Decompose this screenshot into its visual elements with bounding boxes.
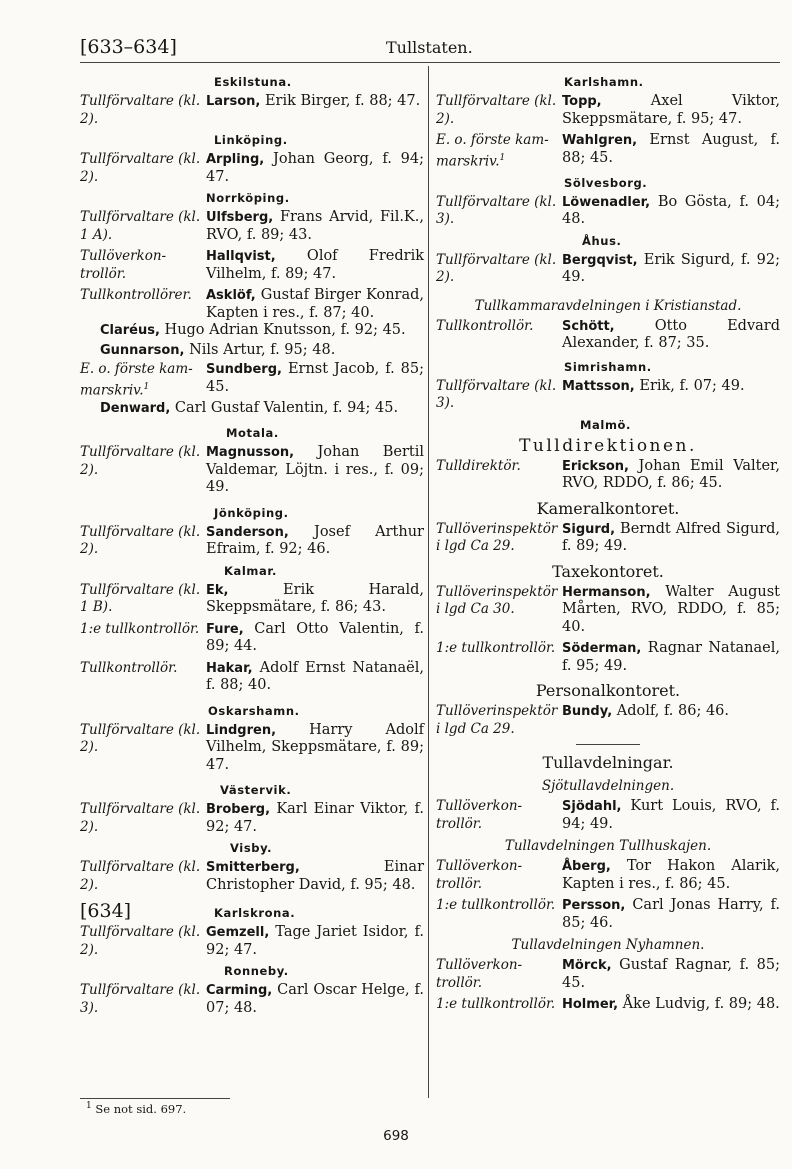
- page-range: [633–634]: [80, 36, 177, 58]
- list-item: [80, 524, 424, 559]
- official-details: Josef Arthur Efraim, f. 92; 46.: [206, 523, 424, 557]
- official-name: Sundberg,: [206, 362, 282, 377]
- official-details: Carl Gustaf Valentin, f. 94; 45.: [170, 399, 399, 416]
- official-title: Tullförvaltare (kl. 2).: [80, 859, 201, 893]
- list-item: [80, 444, 424, 497]
- list-item: [436, 252, 780, 287]
- place-heading: Malmö.: [580, 417, 631, 432]
- official-name: Sigurd,: [562, 521, 616, 537]
- official-details: Nils Artur, f. 95; 48.: [184, 341, 336, 358]
- official-details: Carl Jonas Harry, f. 85; 46.: [562, 897, 780, 931]
- official-title: Tullförvaltare (kl. 2).: [80, 444, 201, 478]
- official-title: Tullkontrollör.: [436, 317, 534, 334]
- official-name: Holmer,: [562, 997, 619, 1012]
- official-title: Tullöverinspektör i lgd Ca 29.: [436, 520, 558, 554]
- official-name: Mattsson,: [562, 378, 635, 394]
- official-title: Tullöverkon-trollör.: [436, 798, 523, 832]
- official-details: Erik, f. 07; 49.: [634, 377, 745, 394]
- place-heading: Oskarshamn.: [208, 703, 300, 718]
- official-title: Tullförvaltare (kl. 2).: [80, 801, 201, 835]
- official-title: E. o. förste kam-marskriv.$^1$: [436, 132, 549, 169]
- footnote-text: Se not sid. 697.: [91, 1101, 187, 1116]
- section-divider: [576, 744, 640, 745]
- official-title: Tullförvaltare (kl. 1 B).: [80, 581, 201, 615]
- list-item: [80, 322, 424, 340]
- official-title: Tullöverinspektör i lgd Ca 30.: [436, 583, 558, 617]
- place-heading: Sölvesborg.: [564, 175, 648, 190]
- official-title: Tullförvaltare (kl. 3).: [436, 377, 557, 411]
- official-details: Carl Otto Valentin, f. 89; 44.: [206, 620, 424, 654]
- official-name: Gemzell,: [206, 925, 270, 940]
- place-heading: Jönköping.: [214, 505, 289, 520]
- official-details: Hugo Adrian Knutsson, f. 92; 45.: [159, 322, 406, 338]
- section-heading: Tulldirektionen.: [519, 435, 697, 456]
- subsection-heading: Tullavdelningen Tullhuskajen.: [504, 838, 712, 854]
- place-heading: Visby.: [230, 841, 273, 855]
- official-name: Wahlgren,: [562, 133, 638, 148]
- list-item: [436, 132, 780, 171]
- list-item: [80, 982, 424, 1017]
- place-heading: Västervik.: [220, 783, 292, 797]
- official-details: Adolf, f. 86; 46.: [612, 703, 730, 719]
- official-name: Topp,: [562, 94, 602, 109]
- place-heading: Linköping.: [214, 133, 288, 147]
- official-name: Ulfsberg,: [206, 210, 274, 225]
- list-item: [436, 521, 780, 556]
- official-details: Erik Birger, f. 88; 47.: [260, 93, 421, 109]
- left-column: [80, 70, 424, 1021]
- place-heading: Karlshamn.: [564, 75, 644, 89]
- list-item: [80, 582, 424, 617]
- official-title: 1:e tullkontrollör.: [80, 620, 200, 637]
- page-reference: [634]: [80, 900, 132, 922]
- list-item: [80, 924, 424, 959]
- official-details: Erik Harald, Skeppsmätare, f. 86; 43.: [206, 581, 424, 615]
- place-heading: Simrishamn.: [564, 359, 652, 374]
- official-details: Otto Edvard Alexander, f. 87; 35.: [562, 317, 780, 351]
- official-title: Tullförvaltare (kl. 3).: [80, 982, 201, 1016]
- official-name: Erickson,: [562, 458, 629, 474]
- official-name: Larson,: [206, 94, 261, 109]
- official-title: E. o. förste kam-marskriv.$^1$: [80, 361, 193, 398]
- official-name: Bergqvist,: [562, 252, 638, 268]
- official-title: Tullöverinspektör i lgd Ca 29.: [436, 703, 558, 737]
- official-details: Axel Viktor, Skeppsmätare, f. 95; 47.: [562, 93, 780, 127]
- list-item: [436, 93, 780, 128]
- list-item: [436, 703, 780, 738]
- list-item: [436, 996, 780, 1014]
- official-title: Tullförvaltare (kl. 2).: [436, 251, 557, 285]
- official-title: Tullförvaltare (kl. 2).: [80, 151, 201, 185]
- official-details: Adolf Ernst Natanaël, f. 88; 40.: [206, 659, 424, 693]
- subsection-heading: Tullkammaravdelningen i Kristianstad.: [474, 297, 742, 314]
- official-name: Fure,: [206, 621, 244, 637]
- section-heading: Taxekontoret.: [552, 561, 664, 581]
- official-title: Tullkontrollör.: [80, 659, 178, 676]
- list-item: [80, 287, 424, 322]
- place-heading: Karlskrona.: [214, 906, 296, 920]
- official-details: Carl Oscar Helge, f. 07; 48.: [206, 982, 424, 1016]
- official-name: Persson,: [562, 898, 626, 913]
- official-details: Karl Einar Viktor, f. 92; 47.: [206, 801, 424, 835]
- official-title: Tullförvaltare (kl. 2).: [80, 523, 201, 557]
- subsection-heading: Sjötullavdelningen.: [541, 778, 675, 794]
- list-item: [436, 378, 780, 413]
- footnote-marker: 1: [86, 1101, 92, 1111]
- official-name: Arpling,: [206, 152, 265, 167]
- list-item: [436, 957, 780, 992]
- list-item: [80, 209, 424, 244]
- list-item: [436, 798, 780, 833]
- page-number: 698: [383, 1128, 409, 1144]
- official-details: Erik Sigurd, f. 92; 49.: [562, 251, 780, 285]
- list-item: [436, 458, 780, 493]
- list-item: [80, 342, 424, 360]
- official-name: Magnusson,: [206, 445, 295, 460]
- official-details: Einar Christopher David, f. 95; 48.: [206, 859, 424, 893]
- official-details: Olof Fredrik Vilhelm, f. 89; 47.: [206, 248, 424, 282]
- list-item: [80, 660, 424, 695]
- official-title: Tullöverkon-trollör.: [436, 858, 523, 892]
- official-name: Hermanson,: [562, 584, 651, 600]
- official-name: Sanderson,: [206, 524, 289, 540]
- footnote-marker: 1: [499, 152, 506, 163]
- official-title: Tullförvaltare (kl. 1 A).: [80, 209, 201, 243]
- footnote-rule: [80, 1098, 230, 1099]
- official-details: Johan Emil Valter, RVO, RDDO, f. 86; 45.: [562, 457, 780, 491]
- section-heading: Tullavdelningar.: [542, 753, 674, 772]
- footnote: [86, 1101, 186, 1116]
- place-heading: Kalmar.: [224, 563, 277, 578]
- official-name: Mörck,: [562, 958, 612, 973]
- place-heading: Norrköping.: [206, 191, 290, 205]
- official-name: Hallqvist,: [206, 249, 276, 264]
- official-title: 1:e tullkontrollör.: [436, 640, 556, 656]
- official-name: Broberg,: [206, 802, 271, 817]
- list-item: [80, 722, 424, 775]
- list-item: [80, 151, 424, 186]
- official-details: Bo Gösta, f. 04; 48.: [562, 193, 780, 227]
- official-name: Söderman,: [562, 641, 642, 656]
- list-item: [80, 621, 424, 656]
- list-item: [436, 194, 780, 229]
- place-heading: Motala.: [226, 426, 279, 440]
- official-name: Denward,: [100, 400, 171, 416]
- official-name: Claréus,: [100, 323, 160, 338]
- official-details: Åke Ludvig, f. 89; 48.: [618, 996, 780, 1012]
- official-title: Tullförvaltare (kl. 3).: [436, 193, 557, 227]
- header-rule: [80, 62, 780, 63]
- official-title: Tullförvaltare (kl. 2).: [80, 721, 201, 755]
- list-item: [436, 318, 780, 353]
- official-name: Bundy,: [562, 704, 613, 719]
- list-item: [436, 897, 780, 932]
- place-heading: Åhus.: [582, 233, 622, 248]
- right-column: [436, 70, 780, 1018]
- official-details: Berndt Alfred Sigurd, f. 89; 49.: [562, 520, 780, 554]
- official-title: Tullkontrollörer.: [80, 287, 192, 303]
- official-details: Kurt Louis, RVO, f. 94; 49.: [562, 798, 780, 832]
- list-item: [436, 640, 780, 675]
- section-heading: Kameralkontoret.: [536, 498, 680, 518]
- official-name: Lindgren,: [206, 722, 277, 738]
- official-title: Tullförvaltare (kl. 2).: [80, 924, 201, 958]
- official-details: Ragnar Natanael, f. 95; 49.: [562, 640, 780, 674]
- official-name: Carming,: [206, 983, 273, 998]
- place-heading: Ronneby.: [224, 964, 289, 978]
- official-title: Tullförvaltare (kl. 2).: [436, 93, 557, 127]
- official-title: Tullöverkon-trollör.: [436, 957, 523, 991]
- official-details: Harry Adolf Vilhelm, Skeppsmätare, f. 89; 47.: [206, 721, 424, 773]
- official-name: Sjödahl,: [562, 799, 622, 814]
- list-item: [80, 801, 424, 836]
- official-title: Tulldirektör.: [436, 457, 521, 474]
- official-name: Åberg,: [562, 859, 611, 874]
- list-item: [80, 93, 424, 128]
- official-details: Ernst August, f. 88; 45.: [562, 132, 780, 166]
- list-item: [80, 400, 424, 418]
- official-name: Hakar,: [206, 660, 253, 676]
- official-name: Löwenadler,: [562, 194, 651, 210]
- list-item: [80, 361, 424, 400]
- official-details: Tor Hakon Alarik, Kapten i res., f. 86; 45.: [562, 858, 780, 892]
- official-title: Tullöverkon-trollör.: [80, 248, 167, 282]
- official-details: Johan Georg, f. 94; 47.: [206, 151, 424, 185]
- official-name: Gunnarson,: [100, 342, 185, 358]
- official-details: Tage Jariet Isidor, f. 92; 47.: [206, 924, 424, 958]
- page-break-marker: [80, 900, 424, 922]
- official-details: Frans Arvid, Fil.K., RVO, f. 89; 43.: [206, 209, 424, 243]
- section-heading: Personalkontoret.: [535, 681, 681, 700]
- official-name: Smitterberg,: [206, 860, 300, 875]
- official-details: Johan Bertil Valdemar, Löjtn. i res., f. 09; 49.: [206, 444, 424, 495]
- list-item: [80, 859, 424, 894]
- place-heading: Eskilstuna.: [214, 75, 292, 89]
- official-name: Asklöf,: [206, 288, 256, 303]
- official-details: Walter August Mårten, RVO, RDDO, f. 85; 40.: [562, 583, 780, 635]
- list-item: [80, 248, 424, 283]
- official-title: 1:e tullkontrollör.: [436, 996, 556, 1012]
- official-title: 1:e tullkontrollör.: [436, 897, 556, 913]
- official-details: Gustaf Birger Konrad, Kapten i res., f. 87; 40.: [206, 287, 424, 321]
- subsection-heading: Tullavdelningen Nyhamnen.: [511, 937, 705, 953]
- official-name: Schött,: [562, 318, 615, 334]
- footnote-marker: 1: [143, 381, 150, 392]
- column-divider: [428, 66, 429, 1098]
- official-title: Tullförvaltare (kl. 2).: [80, 93, 201, 127]
- list-item: [436, 858, 780, 893]
- running-title: Tullstaten.: [386, 38, 473, 57]
- official-details: Gustaf Ragnar, f. 85; 45.: [562, 957, 780, 991]
- official-details: Ernst Jacob, f. 85; 45.: [206, 361, 424, 395]
- list-item: [436, 584, 780, 637]
- official-name: Ek,: [206, 582, 229, 598]
